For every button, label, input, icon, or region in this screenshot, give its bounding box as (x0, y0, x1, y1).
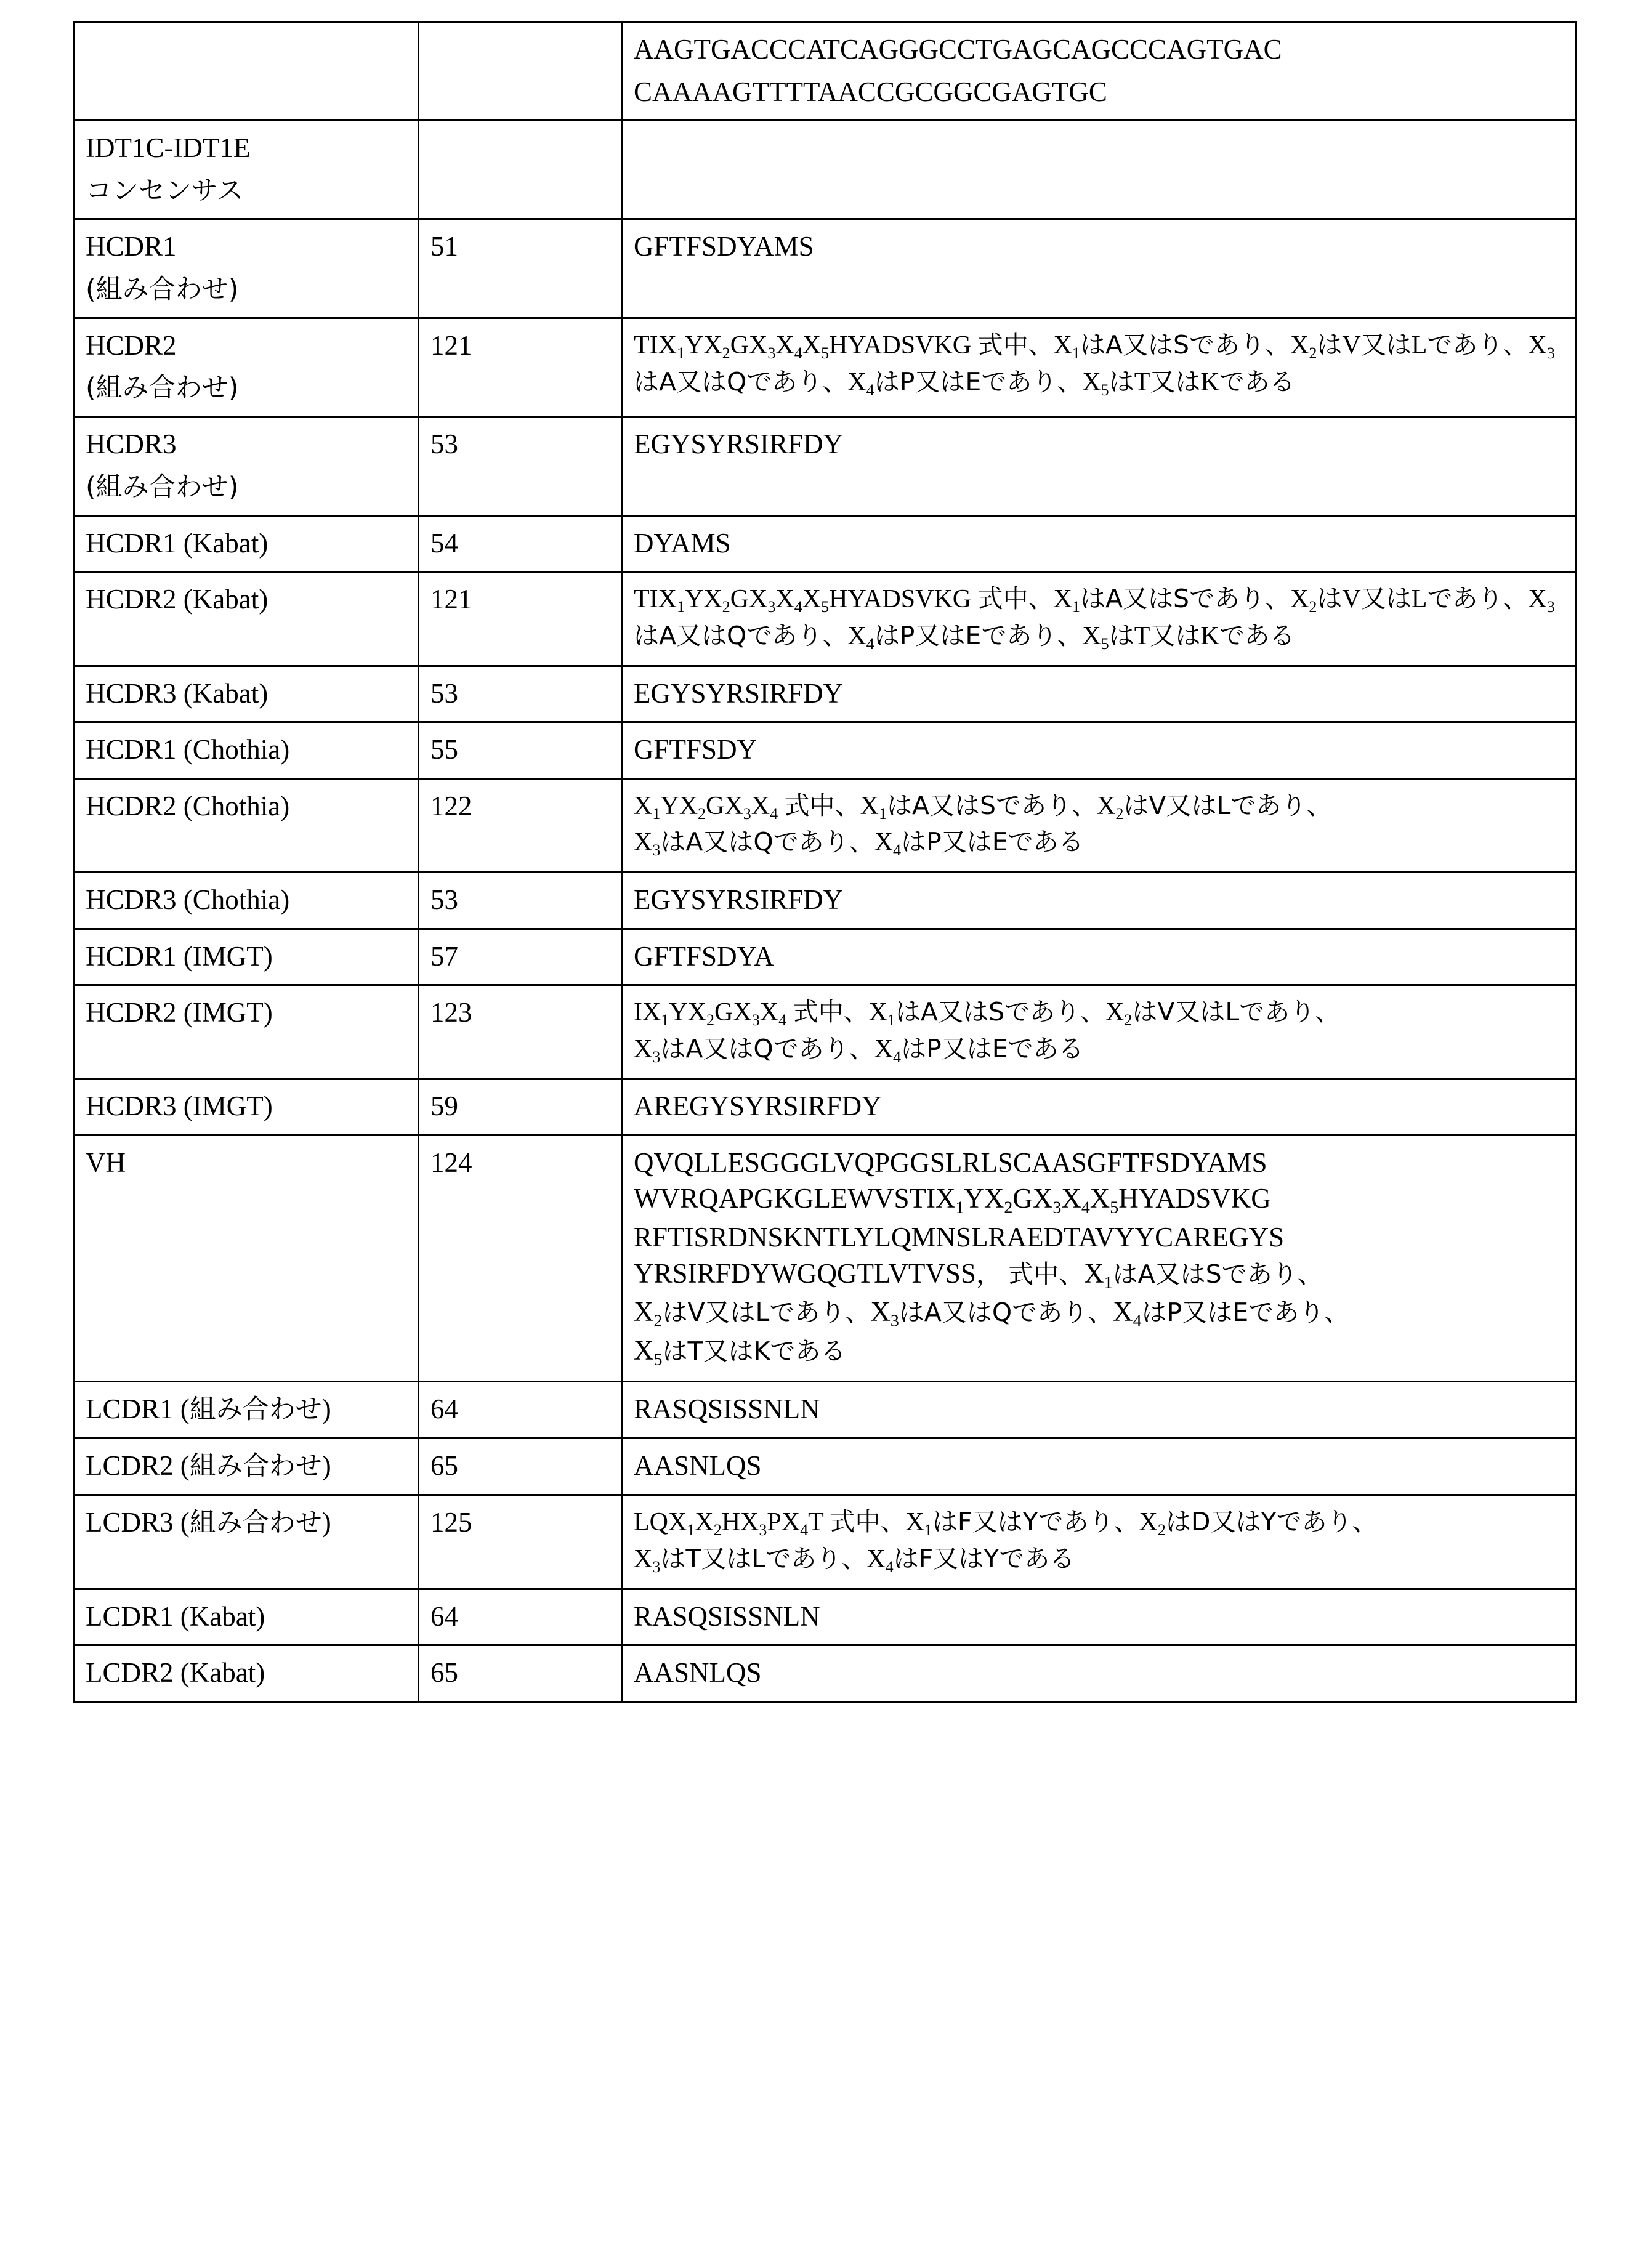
sequence-line: CAAAAGTTTTAACCGCGGCGAGTGC (634, 76, 1107, 107)
sequence-cell: QVQLLESGGGLVQPGGSLRLSCAASGFTFSDYAMS $WVRQAPGKGLEWVSTIX_1YX_2GX_3X_4X_5HYADSVKG$ RFTISRDNSKNTLYLQMNSLRAEDTAVYYCAREGYS YRSIRFDYWGQGTLVTVSS， 式中、$X_1$はA又はSであり、 $X_2$はV又はLであり、$X_3$はA又はQであり、$X_4$はP又はEであり、 $X_5$はT又はKである (622, 1135, 1577, 1382)
table-row (74, 121, 1577, 219)
row-label-primary: HCDR2 (Chothia) (86, 790, 290, 821)
row-label-cell (74, 1382, 419, 1439)
row-label-cell (74, 318, 419, 416)
sequence-cell (622, 1589, 1577, 1645)
sequence-line: GFTFSDYA (634, 940, 774, 972)
row-label-secondary: (組み合わせ) (86, 273, 239, 305)
sequence-line: GFTFSDY (634, 734, 757, 765)
table-row (74, 219, 1577, 318)
sequence-cell (622, 515, 1577, 572)
seq-id-cell: 123 (419, 985, 622, 1079)
row-label-cell (74, 778, 419, 872)
seq-id-cell: 122 (419, 778, 622, 872)
sequence-cell (622, 22, 1577, 121)
table-row (74, 666, 1577, 722)
seq-id-cell: 124 (419, 1135, 622, 1382)
seq-id-cell (419, 22, 622, 121)
row-label-cell (74, 417, 419, 515)
row-label-cell (74, 1589, 419, 1645)
row-label-cell (74, 572, 419, 666)
sequence-line: AASNLQS (634, 1657, 762, 1689)
row-label-cell (74, 515, 419, 572)
row-label-primary: HCDR1 (Kabat) (86, 527, 269, 559)
row-label-secondary: (組み合わせ) (86, 373, 239, 404)
sequence-cell: $TIX_1YX_2GX_3X_4X_5HYADSVKG$ 式中、$X_1$はA又はSであり、$X_2$はV又はLであり、$X_3$はA又はQであり、$X_4$はP又はEであり、$X_5$はT又はKである (622, 572, 1577, 666)
row-label-primary: HCDR3 (IMGT) (86, 1091, 273, 1122)
row-label-cell (74, 873, 419, 929)
table-row (74, 1079, 1577, 1136)
row-label-primary: VH (86, 1147, 126, 1178)
seq-id-cell: 65 (419, 1645, 622, 1702)
seq-id-cell: 121 (419, 318, 622, 416)
seq-id-cell: 57 (419, 929, 622, 985)
row-label-primary: LCDR3 (組み合わせ) (86, 1507, 331, 1539)
row-label-primary: HCDR1 (86, 231, 177, 262)
seq-id-cell: 53 (419, 873, 622, 929)
seq-id-cell: 53 (419, 666, 622, 722)
sequence-table (73, 21, 1577, 1703)
row-label-cell (74, 1645, 419, 1702)
row-label-cell (74, 219, 419, 318)
seq-id-cell: 53 (419, 417, 622, 515)
row-label-cell (74, 722, 419, 779)
row-label-primary: HCDR2 (Kabat) (86, 584, 269, 615)
sequence-cell (622, 666, 1577, 722)
seq-id-cell: 54 (419, 515, 622, 572)
sequence-cell (622, 1439, 1577, 1495)
sequence-cell (622, 722, 1577, 779)
seq-id-cell: 65 (419, 1439, 622, 1495)
row-label-cell (74, 121, 419, 219)
table-row (74, 722, 1577, 779)
seq-id-cell: 125 (419, 1495, 622, 1589)
table-row (74, 1589, 1577, 1645)
sequence-cell (622, 121, 1577, 219)
seq-id-cell: 64 (419, 1382, 622, 1439)
seq-id-cell: 51 (419, 219, 622, 318)
table-row (74, 1645, 1577, 1702)
row-label-primary: LCDR1 (Kabat) (86, 1600, 265, 1632)
table-row (74, 1135, 1577, 1382)
sequence-cell (622, 929, 1577, 985)
sequence-line: AAGTGACCCATCAGGGCCTGAGCAGCCCAGTGAC (634, 34, 1282, 65)
sequence-line: EGYSYRSIRFDY (634, 884, 844, 915)
table-row (74, 778, 1577, 872)
seq-id-cell: 59 (419, 1079, 622, 1136)
table-row (74, 929, 1577, 985)
sequence-cell (622, 873, 1577, 929)
seq-id-cell: 64 (419, 1589, 622, 1645)
sequence-line: EGYSYRSIRFDY (634, 677, 844, 709)
row-label-secondary: (組み合わせ) (86, 471, 239, 502)
row-label-cell (74, 985, 419, 1079)
row-label-cell (74, 1439, 419, 1495)
row-label-primary: HCDR3 (Kabat) (86, 677, 269, 709)
table-row (74, 1439, 1577, 1495)
sequence-cell: $TIX_1YX_2GX_3X_4X_5HYADSVKG$ 式中、$X_1$はA又はSであり、$X_2$はV又はLであり、$X_3$はA又はQであり、$X_4$はP又はEであり、$X_5$はT又はKである (622, 318, 1577, 416)
row-label-secondary: コンセンサス (86, 175, 244, 206)
row-label-cell (74, 1135, 419, 1382)
sequence-cell (622, 417, 1577, 515)
sequence-line: AASNLQS (634, 1450, 762, 1482)
sequence-cell (622, 1079, 1577, 1136)
sequence-line: RASQSISSNLN (634, 1394, 820, 1425)
row-label-primary: LCDR1 (組み合わせ) (86, 1394, 331, 1426)
row-label-primary: IDT1C-IDT1E (86, 132, 251, 163)
sequence-cell: $IX_1YX_2GX_3X_4$ 式中、$X_1$はA又はSであり、$X_2$はV又はLであり、 $X_3$はA又はQであり、$X_4$はP又はEである (622, 985, 1577, 1079)
row-label-primary: HCDR1 (Chothia) (86, 734, 290, 765)
sequence-line: DYAMS (634, 527, 731, 559)
row-label-primary: HCDR1 (IMGT) (86, 940, 273, 972)
row-label-cell (74, 929, 419, 985)
sequence-cell (622, 219, 1577, 318)
table-row (74, 417, 1577, 515)
row-label-primary: HCDR3 (86, 429, 177, 460)
seq-id-cell: 55 (419, 722, 622, 779)
row-label-cell (74, 666, 419, 722)
seq-id-cell (419, 121, 622, 219)
table-row (74, 515, 1577, 572)
sequence-cell: $LQX_1X_2HX_3PX_4T$ 式中、$X_1$はF又はYであり、$X_2$はD又はYであり、 $X_3$はT又はLであり、$X_4$はF又はYである (622, 1495, 1577, 1589)
table-row (74, 1495, 1577, 1589)
row-label-primary: LCDR2 (組み合わせ) (86, 1450, 331, 1482)
row-label-cell (74, 1079, 419, 1136)
seq-id-cell: 121 (419, 572, 622, 666)
table-row (74, 572, 1577, 666)
sequence-cell (622, 1645, 1577, 1702)
row-label-primary: LCDR2 (Kabat) (86, 1657, 265, 1689)
table-row (74, 985, 1577, 1079)
sequence-cell: $X_1YX_2GX_3X_4$ 式中、$X_1$はA又はSであり、$X_2$はV又はLであり、 $X_3$はA又はQであり、$X_4$はP又はEである (622, 778, 1577, 872)
sequence-line: AREGYSYRSIRFDY (634, 1091, 882, 1122)
sequence-line: EGYSYRSIRFDY (634, 429, 844, 460)
sequence-line: RASQSISSNLN (634, 1600, 820, 1632)
row-label-primary: HCDR3 (Chothia) (86, 884, 290, 915)
row-label-cell (74, 1495, 419, 1589)
table-row (74, 22, 1577, 121)
sequence-line: GFTFSDYAMS (634, 231, 814, 262)
table-row (74, 318, 1577, 416)
row-label-primary: HCDR2 (86, 329, 177, 361)
table-row (74, 1382, 1577, 1439)
sequence-cell (622, 1382, 1577, 1439)
table-row (74, 873, 1577, 929)
row-label-primary: HCDR2 (IMGT) (86, 997, 273, 1028)
row-label-cell (74, 22, 419, 121)
